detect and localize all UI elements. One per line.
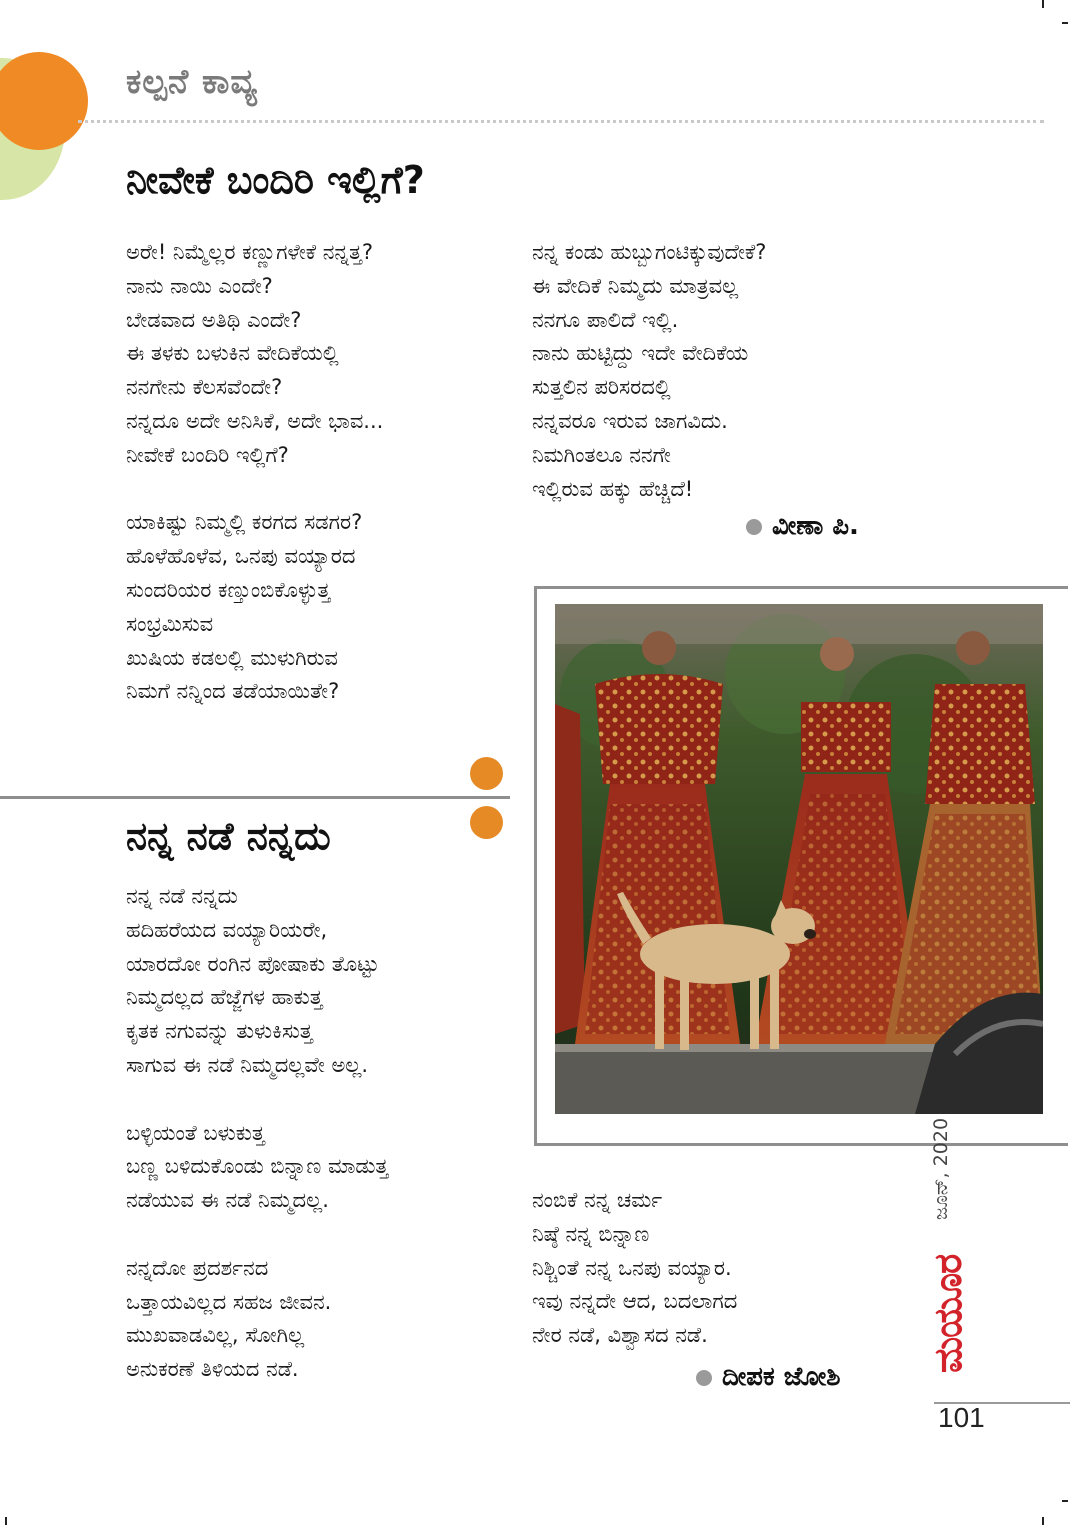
poem-line: ಮುಖವಾಡವಿಲ್ಲ, ಸೋಗಿಲ್ಲ bbox=[126, 1323, 305, 1348]
poem1-column-right bbox=[532, 236, 766, 506]
orange-dot-icon bbox=[470, 806, 503, 839]
fashion-show-photo bbox=[555, 604, 1043, 1114]
author-bullet-icon bbox=[696, 1370, 712, 1386]
poem1-author-name: ವೀಣಾ ಪಿ. bbox=[772, 511, 859, 541]
orange-dot-icon bbox=[470, 757, 503, 790]
poem-line: ಈ ವೇದಿಕೆ ನಿಮ್ಮದು ಮಾತ್ರವಲ್ಲ bbox=[532, 273, 739, 298]
issue-date: ಜೂನ್, 2020 bbox=[930, 1117, 952, 1220]
poem-line: ಬಣ್ಣ ಬಳಿದುಕೊಂಡು ಬಿನ್ನಾಣ ಮಾಡುತ್ತ bbox=[126, 1154, 389, 1179]
poem-line: ಇಲ್ಲಿರುವ ಹಕ್ಕು ಹೆಚ್ಚಿದೆ! bbox=[532, 476, 694, 501]
poem1-author bbox=[746, 511, 859, 542]
poem-line: ಒತ್ತಾಯವಿಲ್ಲದ ಸಹಜ ಜೀವನ. bbox=[126, 1289, 332, 1314]
stanza-gap bbox=[126, 473, 383, 507]
poem-line: ಬೇಡವಾದ ಅತಿಥಿ ಎಂದೇ? bbox=[126, 307, 302, 332]
poem-line: ಹೊಳೆಹೊಳೆವ, ಒನಪು ವಯ್ಯಾರದ bbox=[126, 544, 356, 569]
poem-line: ಖುಷಿಯ ಕಡಲಲ್ಲಿ ಮುಳುಗಿರುವ bbox=[126, 645, 338, 670]
poem2-author bbox=[696, 1362, 841, 1393]
poem-line: ಯಾರದೋ ರಂಗಿನ ಪೋಷಾಕು ತೊಟ್ಟು bbox=[126, 951, 380, 976]
poem-line: ಈ ತಳಕು ಬಳುಕಿನ ವೇದಿಕೆಯಲ್ಲಿ bbox=[126, 341, 339, 366]
poem-line: ನನಗೂ ಪಾಲಿದೆ ಇಲ್ಲಿ. bbox=[532, 307, 679, 332]
poem-line: ನಾನು ನಾಯಿ ಎಂದೇ? bbox=[126, 273, 273, 298]
poem-line: ನಿಮಗೆ ನನ್ನಿಂದ ತಡೆಯಾಯಿತೇ? bbox=[126, 679, 340, 704]
crop-mark bbox=[1042, 1517, 1044, 1525]
poem-line: ನಿಮ್ಮದಲ್ಲದ ಹೆಜ್ಜೆಗಳ ಹಾಕುತ್ತ bbox=[126, 985, 323, 1010]
header-dotted-divider bbox=[78, 120, 1044, 123]
poem2-title: ನನ್ನ ನಡೆ ನನ್ನದು bbox=[126, 814, 331, 858]
runway-dog-illustration bbox=[555, 604, 1043, 1114]
poem-line: ನನ್ನ ಕಂಡು ಹುಬ್ಬುಗಂಟಿಕ್ಕುವುದೇಕೆ? bbox=[532, 240, 767, 264]
poem-line: ನಾನು ಹುಟ್ಟಿದ್ದು ಇದೇ ವೇದಿಕೆಯ bbox=[532, 341, 749, 366]
poem-line: ನೀವೇಕೆ ಬಂದಿರಿ ಇಲ್ಲಿಗೆ? bbox=[126, 442, 289, 467]
poem-line: ಹದಿಹರೆಯದ ವಯ್ಯಾರಿಯರೇ, bbox=[126, 917, 328, 942]
poem-line: ನಿಷ್ಠೆ ನನ್ನ ಬಿನ್ನಾಣ bbox=[532, 1221, 650, 1246]
poem-line: ಸುತ್ತಲಿನ ಪರಿಸರದಲ್ಲಿ bbox=[532, 375, 671, 400]
poem-line: ಸಂಭ್ರಮಿಸುವ bbox=[126, 611, 214, 636]
poem-line: ಅರೇ! ನಿಮ್ಮೆಲ್ಲರ ಕಣ್ಣುಗಳೇಕೆ ನನ್ನತ್ತ? bbox=[126, 240, 374, 264]
poem2-column-left bbox=[126, 880, 388, 1387]
poem2-author-name: ದೀಪಕ ಜೋಶಿ bbox=[722, 1362, 841, 1392]
poem-line: ನೇರ ನಡೆ, ವಿಶ್ವಾಸದ ನಡೆ. bbox=[532, 1323, 708, 1348]
poem1-column-left bbox=[126, 236, 383, 709]
crop-mark bbox=[1062, 22, 1068, 24]
crop-mark bbox=[1042, 0, 1044, 8]
poem-line: ನನ್ನವರೂ ಇರುವ ಜಾಗವಿದು. bbox=[532, 408, 728, 433]
poem-line: ನನ್ನದೋ ಪ್ರದರ್ಶನದ bbox=[126, 1255, 269, 1280]
poem-line: ಇವು ನನ್ನದೇ ಆದ, ಬದಲಾಗದ bbox=[532, 1289, 738, 1314]
crop-mark bbox=[5, 1517, 7, 1525]
poem-line: ನಂಬಿಕೆ ನನ್ನ ಚರ್ಮ bbox=[532, 1188, 663, 1212]
header-orange-circle bbox=[0, 52, 88, 150]
stanza-gap bbox=[126, 1083, 388, 1117]
section-label: ಕಲ್ಪನೆ ಕಾವ್ಯ bbox=[126, 62, 258, 102]
poem-line: ಅನುಕರಣೆ ತಿಳಿಯದ ನಡೆ. bbox=[126, 1357, 299, 1382]
poem-line: ನಿಶ್ಚಿಂತೆ ನನ್ನ ಒನಪು ವಯ್ಯಾರ. bbox=[532, 1255, 732, 1280]
poem2-column-right bbox=[532, 1184, 737, 1353]
crop-mark bbox=[1062, 1500, 1068, 1502]
poem-line: ನನಗೇನು ಕೆಲಸವೆಂದೇ? bbox=[126, 375, 283, 400]
poem1-title: ನೀವೇಕೆ ಬಂದಿರಿ ಇಲ್ಲಿಗೆ? bbox=[126, 158, 425, 202]
poem-line: ಯಾಕಿಷ್ಟು ನಿಮ್ಮಲ್ಲಿ ಕರಗದ ಸಡಗರ? bbox=[126, 510, 363, 535]
poem-line: ನನ್ನ ನಡೆ ನನ್ನದು bbox=[126, 884, 238, 908]
section-divider bbox=[0, 796, 510, 799]
poem-line: ಬಳ್ಳಿಯಂತೆ ಬಳುಕುತ್ತ bbox=[126, 1120, 265, 1145]
poem-line: ಸುಂದರಿಯರ ಕಣ್ತುಂಬಿಕೊಳ್ಳುತ್ತ bbox=[126, 577, 331, 602]
poem-line: ನಿಮಗಿಂತಲೂ ನನಗೇ bbox=[532, 442, 671, 467]
stanza-gap bbox=[126, 1218, 388, 1252]
poem-line: ನಡೆಯುವ ಈ ನಡೆ ನಿಮ್ಮದಲ್ಲ. bbox=[126, 1188, 329, 1213]
magazine-logo: ಮಯೂರ bbox=[926, 1254, 970, 1373]
poem-line: ನನ್ನದೂ ಅದೇ ಅನಿಸಿಕೆ, ಅದೇ ಭಾವ... bbox=[126, 408, 384, 433]
page-number: 101 bbox=[938, 1402, 985, 1433]
poem-line: ಕೃತಕ ನಗುವನ್ನು ತುಳುಕಿಸುತ್ತ bbox=[126, 1019, 313, 1044]
poem-line: ಸಾಗುವ ಈ ನಡೆ ನಿಮ್ಮದಲ್ಲವೇ ಅಲ್ಲ. bbox=[126, 1052, 369, 1077]
author-bullet-icon bbox=[746, 519, 762, 535]
